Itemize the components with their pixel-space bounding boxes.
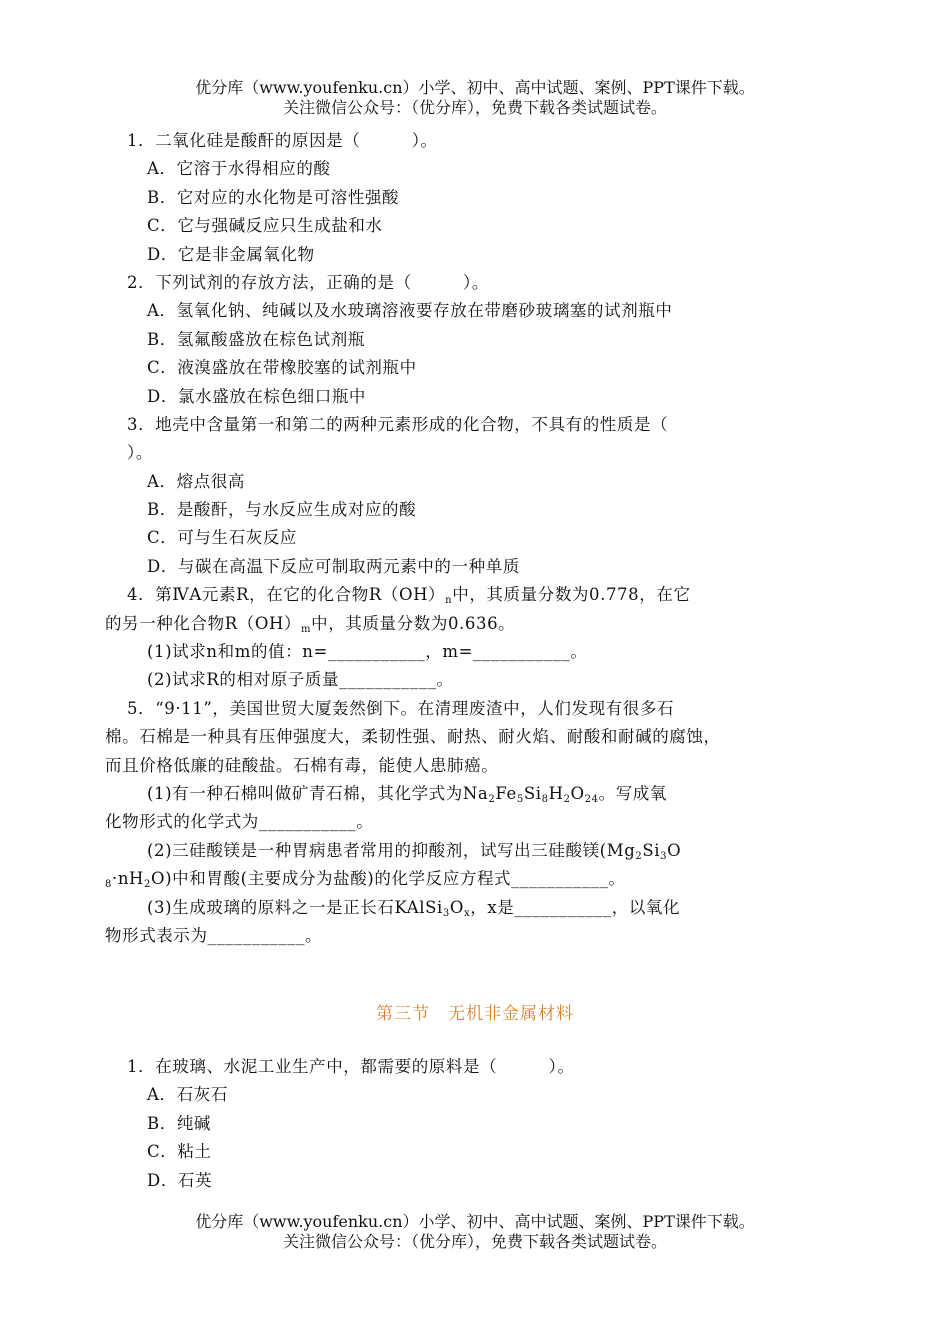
q3-option-c: C．可与生石灰反应 [147, 528, 298, 548]
q2-option-d: D．氯水盛放在棕色细口瓶中 [147, 386, 367, 406]
q2-option-b: B．氢氟酸盛放在棕色试剂瓶 [147, 329, 365, 349]
q5-part-3: (3)生成玻璃的原料之一是正长石$KAlSi_3O_x$，x是___________，以氧化 [147, 897, 681, 919]
s2-q1-option-c: C．粘土 [147, 1142, 212, 1162]
q5-stem-line-2: 棉。石棉是一种具有压伸强度大，柔韧性强、耐热、耐火焰、耐酸和耐碱的腐蚀， [105, 727, 721, 747]
q5-part-1: (1)有一种石棉叫做矿青石棉，其化学式为$Na_2Fe_5Si_8H_2O_{24}$。写成氧 [147, 783, 668, 805]
s2-q1-option-a: A．石灰石 [147, 1085, 228, 1105]
header-line-2: 关注微信公众号：（优分库），免费下载各类试题试卷。 [282, 98, 667, 117]
q4-stem-line-1: 4．第ⅣA元素R，在它的化合物$R(OH)_n$中，其质量分数为0.778，在它 [127, 585, 691, 607]
q3-stem-end: ）。 [127, 443, 153, 463]
q1-stem: 1．二氧化硅是酸酐的原因是（ ）。 [127, 131, 438, 150]
q2-option-a: A．氢氧化钠、纯碱以及水玻璃溶液要存放在带磨砂玻璃塞的试剂瓶中 [147, 301, 673, 321]
s2-q1-option-d: D．石英 [147, 1170, 213, 1190]
q3-option-d: D．与碳在高温下反应可制取两元素中的一种单质 [147, 556, 520, 576]
page-footer [0, 1212, 950, 1252]
footer-line-2: 关注微信公众号：（优分库），免费下载各类试题试卷。 [282, 1232, 667, 1251]
q5-part-2: (2)三硅酸镁是一种胃病患者常用的抑酸剂，试写出三硅酸镁($Mg_2Si_3O$ [147, 840, 682, 862]
q2-stem: 2．下列试剂的存放方法，正确的是（ ）。 [127, 272, 489, 292]
q4-part-1: (1)试求n和m的值：n=___________，m=___________。 [147, 642, 588, 662]
header-line-1: 优分库（www.youfenku.cn）小学、初中、高中试题、案例、PPT课件下载。 [195, 78, 755, 97]
page-header [0, 78, 950, 118]
q3-option-b: B．是酸酐，与水反应生成对应的酸 [147, 500, 417, 520]
q1-option-d: D．它是非金属氧化物 [147, 244, 315, 264]
footer-line-1: 优分库（www.youfenku.cn）小学、初中、高中试题、案例、PPT课件下载。 [195, 1212, 755, 1231]
q4-part-2: (2)试求R的相对原子质量___________。 [147, 670, 454, 690]
exercise-section-2 [105, 1053, 850, 1195]
section-title: 第三节 无机非金属材料 [376, 1004, 574, 1024]
s2-q1-option-b: B．纯碱 [147, 1113, 212, 1133]
q3-stem: 3．地壳中含量第一和第二的两种元素形成的化合物，不具有的性质是（ [127, 414, 669, 434]
q1-option-a: A．它溶于水得相应的酸 [147, 159, 331, 179]
q5-part-1-cont: 化物形式的化学式为___________。 [105, 812, 374, 832]
q4-stem-line-2: 的另一种化合物$R(OH)_m$中，其质量分数为0.636。 [105, 613, 516, 635]
q5-stem-line-3: 而且价格低廉的硅酸盐。石棉有毒，能使人患肺癌。 [105, 755, 499, 775]
q2-option-c: C．液溴盛放在带橡胶塞的试剂瓶中 [147, 358, 417, 378]
q3-option-a: A．熔点很高 [147, 471, 246, 491]
s2-q1-stem: 1．在玻璃、水泥工业生产中，都需要的原料是（ ）。 [127, 1057, 575, 1076]
q1-option-c: C．它与强碱反应只生成盐和水 [147, 216, 383, 236]
q5-part-3-cont: 物形式表示为___________。 [105, 925, 323, 945]
q1-option-b: B．它对应的水化物是可溶性强酸 [147, 187, 400, 207]
exercise-section-1 [105, 127, 850, 950]
q5-stem-line-1: 5．“9·11”，美国世贸大厦轰然倒下。在清理废渣中，人们发现有很多石 [127, 698, 675, 718]
q5-part-2-cont: $_8\cdot nH_2O$)中和胃酸(主要成分为盐酸)的化学反应方程式___________。 [105, 869, 626, 891]
